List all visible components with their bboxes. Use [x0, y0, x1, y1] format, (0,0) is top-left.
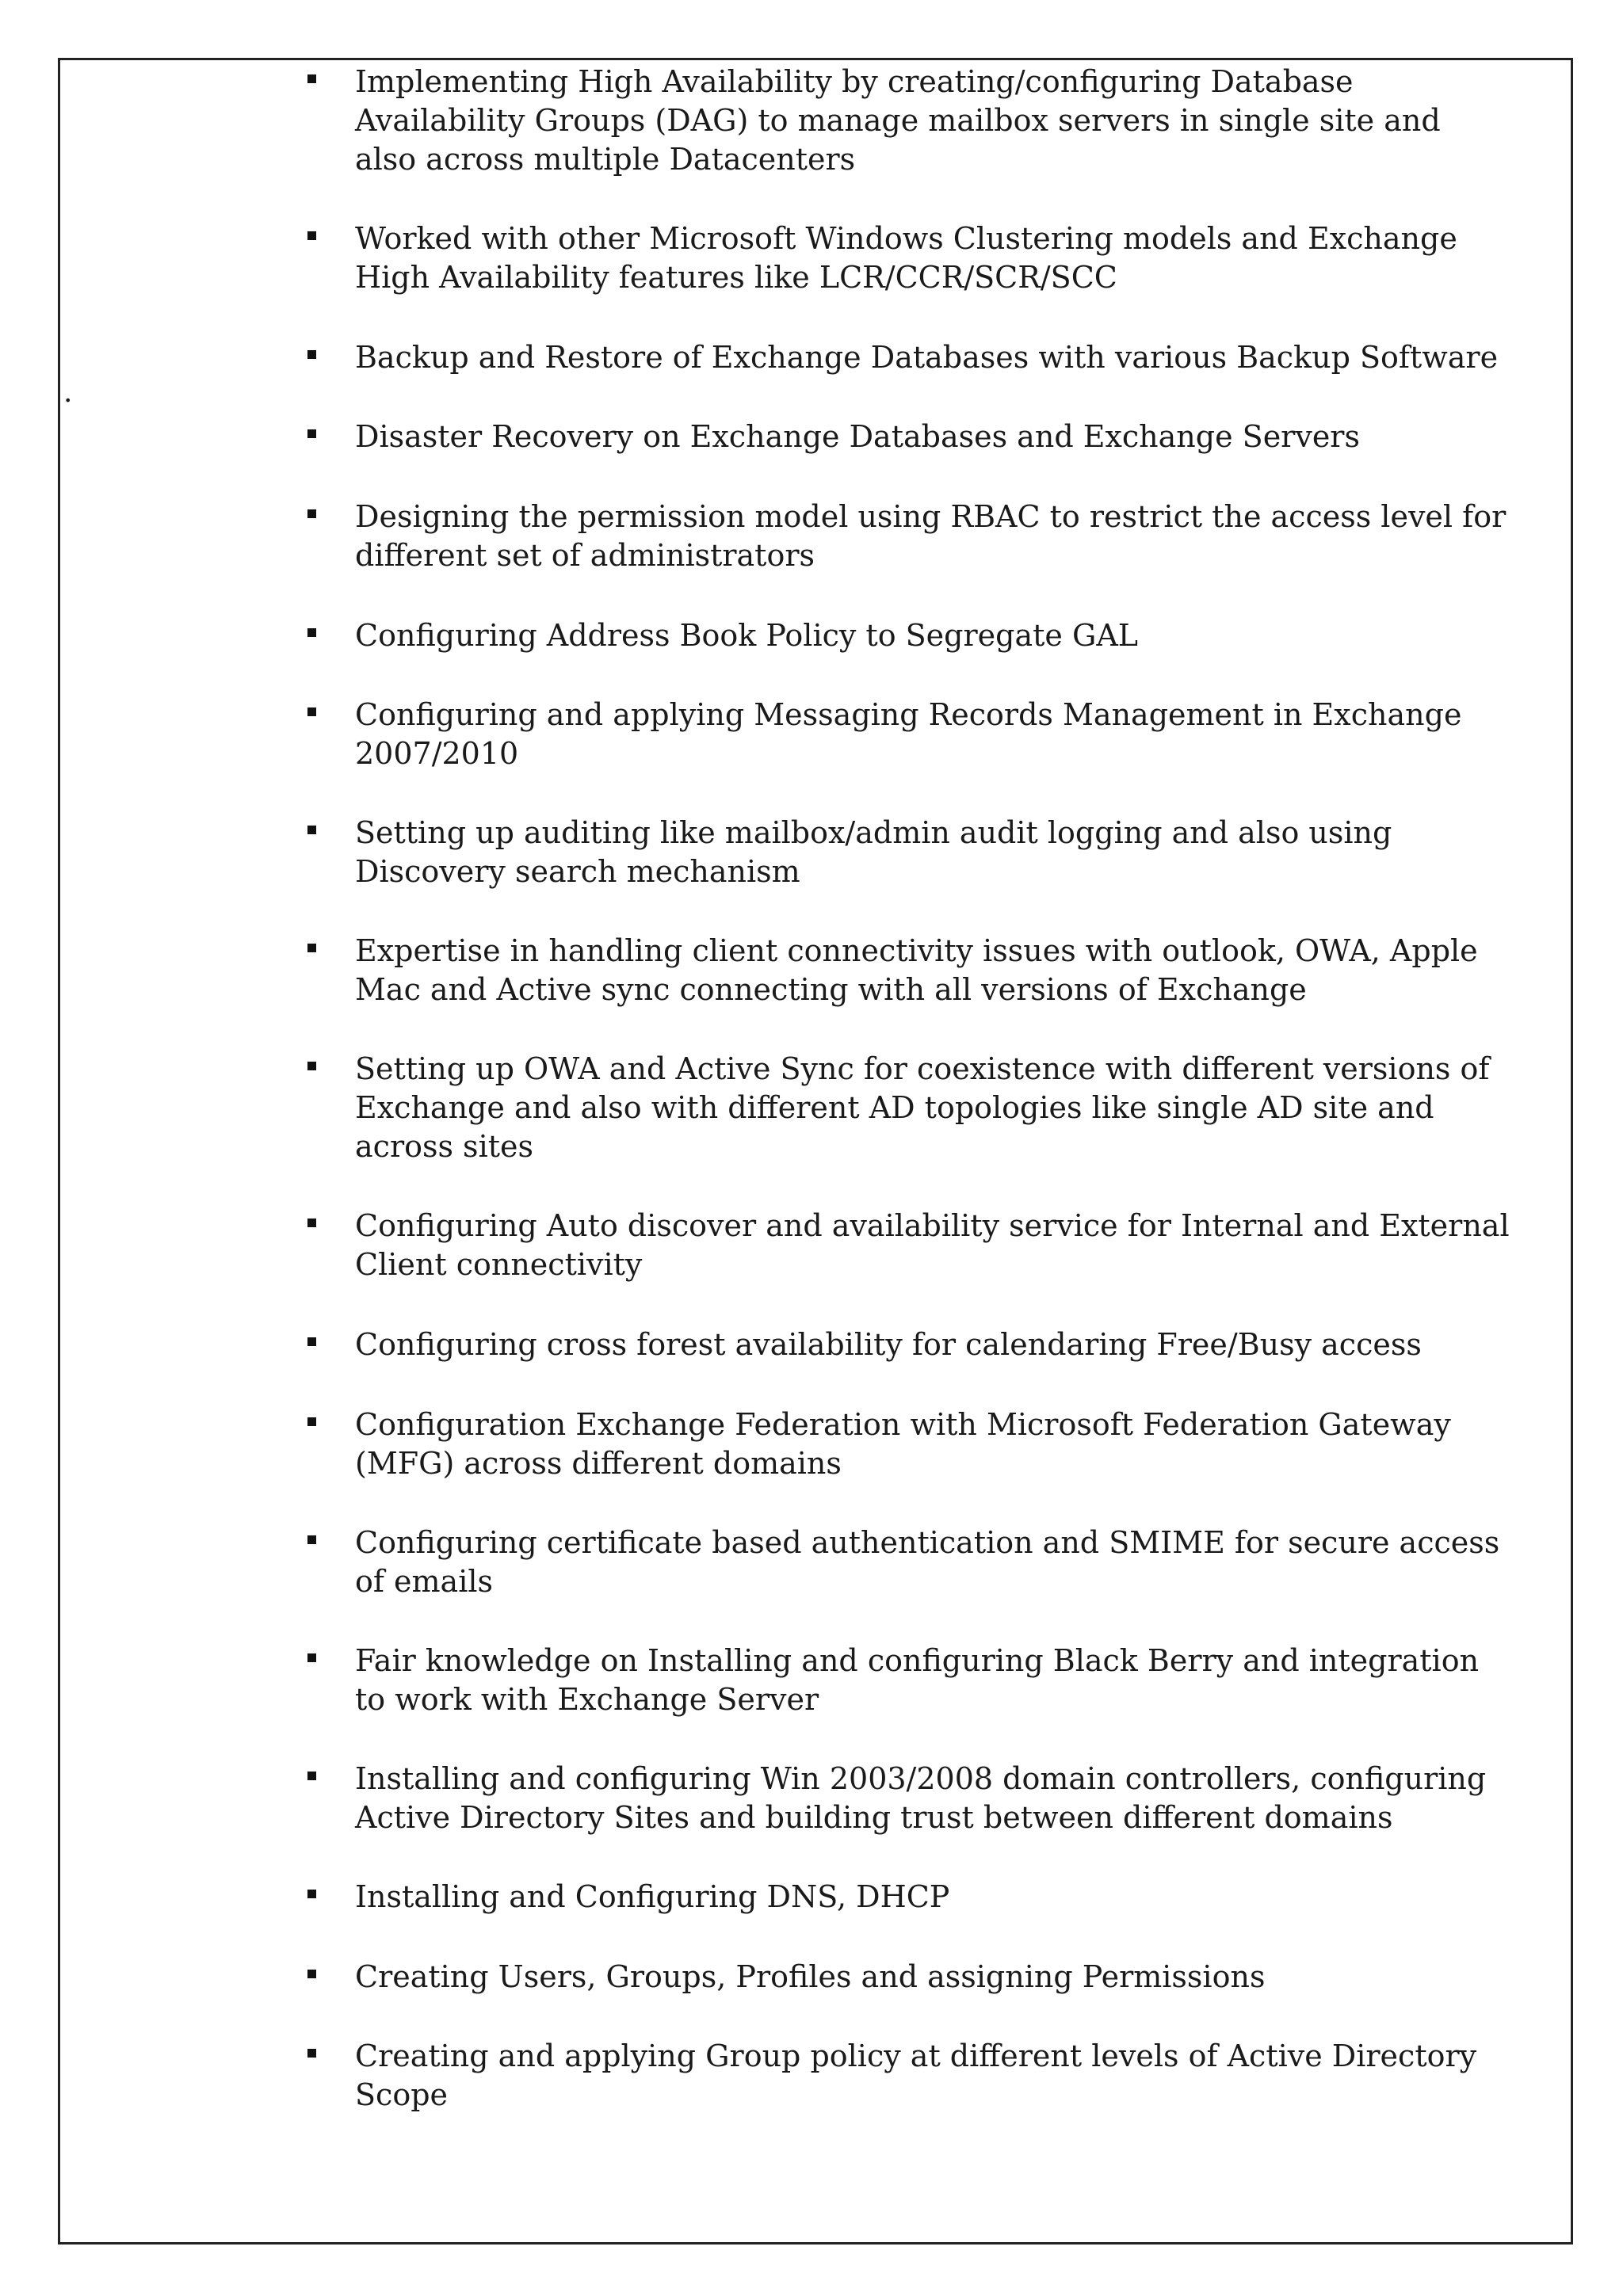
square-bullet-icon — [301, 1642, 355, 1680]
list-item-text: Configuration Exchange Federation with Microsoft Federation Gateway (MFG) across different domains — [355, 1407, 1451, 1481]
list-item-text: Worked with other Microsoft Windows Clustering models and Exchange High Availability features like LCR/CCR/SCR/SCC — [355, 221, 1457, 295]
list-item-text: Implementing High Availability by creating/configuring Database Availability Groups (DAG) to manage mailbox servers in single site and also across multiple Datacenters — [355, 64, 1441, 177]
square-bullet-icon — [301, 1958, 355, 1997]
square-bullet-icon — [301, 498, 355, 536]
list-item — [301, 616, 1569, 655]
square-bullet-icon — [301, 932, 355, 971]
square-bullet-icon — [301, 1760, 355, 1798]
square-bullet-icon — [301, 1878, 355, 1917]
list-item-text: Designing the permission model using RBAC to restrict the access level for different set of administrators — [355, 499, 1507, 573]
list-item — [301, 219, 1569, 297]
list-item — [301, 932, 1569, 1009]
list-item — [301, 498, 1569, 575]
square-bullet-icon — [301, 2037, 355, 2076]
list-item — [301, 1207, 1569, 1284]
list-item — [301, 1050, 1569, 1166]
list-item-text: Configuring and applying Messaging Records Management in Exchange 2007/2010 — [355, 697, 1462, 771]
list-item-text: Configuring certificate based authentication and SMIME for secure access of emails — [355, 1525, 1500, 1599]
list-item — [301, 63, 1569, 179]
list-item — [301, 696, 1569, 773]
list-item-text: Setting up OWA and Active Sync for coexistence with different versions of Exchange and also with different AD topologies like single AD site and across sites — [355, 1051, 1490, 1164]
square-bullet-icon — [301, 1524, 355, 1562]
square-bullet-icon — [301, 1325, 355, 1364]
square-bullet-icon — [301, 1207, 355, 1245]
list-item-text: Disaster Recovery on Exchange Databases and Exchange Servers — [355, 419, 1360, 454]
list-item-text: Configuring Address Book Policy to Segregate GAL — [355, 618, 1138, 653]
square-bullet-icon — [301, 696, 355, 734]
list-item — [301, 1642, 1569, 1719]
square-bullet-icon — [301, 1050, 355, 1089]
list-item — [301, 814, 1569, 891]
list-item-text: Configuring Auto discover and availability service for Internal and External Client connectivity — [355, 1208, 1510, 1282]
square-bullet-icon — [301, 418, 355, 456]
list-item — [301, 2037, 1569, 2115]
square-bullet-icon — [301, 338, 355, 377]
square-bullet-icon — [301, 1405, 355, 1444]
square-bullet-icon — [301, 63, 355, 101]
list-item-text: Installing and Configuring DNS, DHCP — [355, 1879, 950, 1914]
list-item — [301, 1760, 1569, 1837]
list-item-text: Creating Users, Groups, Profiles and assigning Permissions — [355, 1959, 1266, 1994]
list-item — [301, 1958, 1569, 1997]
list-item — [301, 338, 1569, 377]
list-item-text: Expertise in handling client connectivity issues with outlook, OWA, Apple Mac and Active sync connecting with all versions of Exchange — [355, 933, 1478, 1007]
square-bullet-icon — [301, 616, 355, 655]
list-item-text: Configuring cross forest availability for calendaring Free/Busy access — [355, 1327, 1422, 1362]
list-item-text: Setting up auditing like mailbox/admin audit logging and also using Discovery search mechanism — [355, 815, 1392, 889]
list-item-text: Backup and Restore of Exchange Databases with various Backup Software — [355, 340, 1499, 375]
list-item — [301, 418, 1569, 456]
list-item — [301, 1524, 1569, 1601]
list-item-text: Fair knowledge on Installing and configuring Black Berry and integration to work with Exchange Server — [355, 1643, 1480, 1717]
stray-dot: . — [63, 376, 73, 409]
list-item-text: Creating and applying Group policy at different levels of Active Directory Scope — [355, 2039, 1477, 2112]
list-item-text: Installing and configuring Win 2003/2008 domain controllers, configuring Active Directory Sites and building trust between different domains — [355, 1761, 1487, 1835]
square-bullet-icon — [301, 219, 355, 258]
list-item — [301, 1405, 1569, 1483]
list-item — [301, 1325, 1569, 1364]
list-item — [301, 1878, 1569, 1917]
square-bullet-icon — [301, 814, 355, 852]
